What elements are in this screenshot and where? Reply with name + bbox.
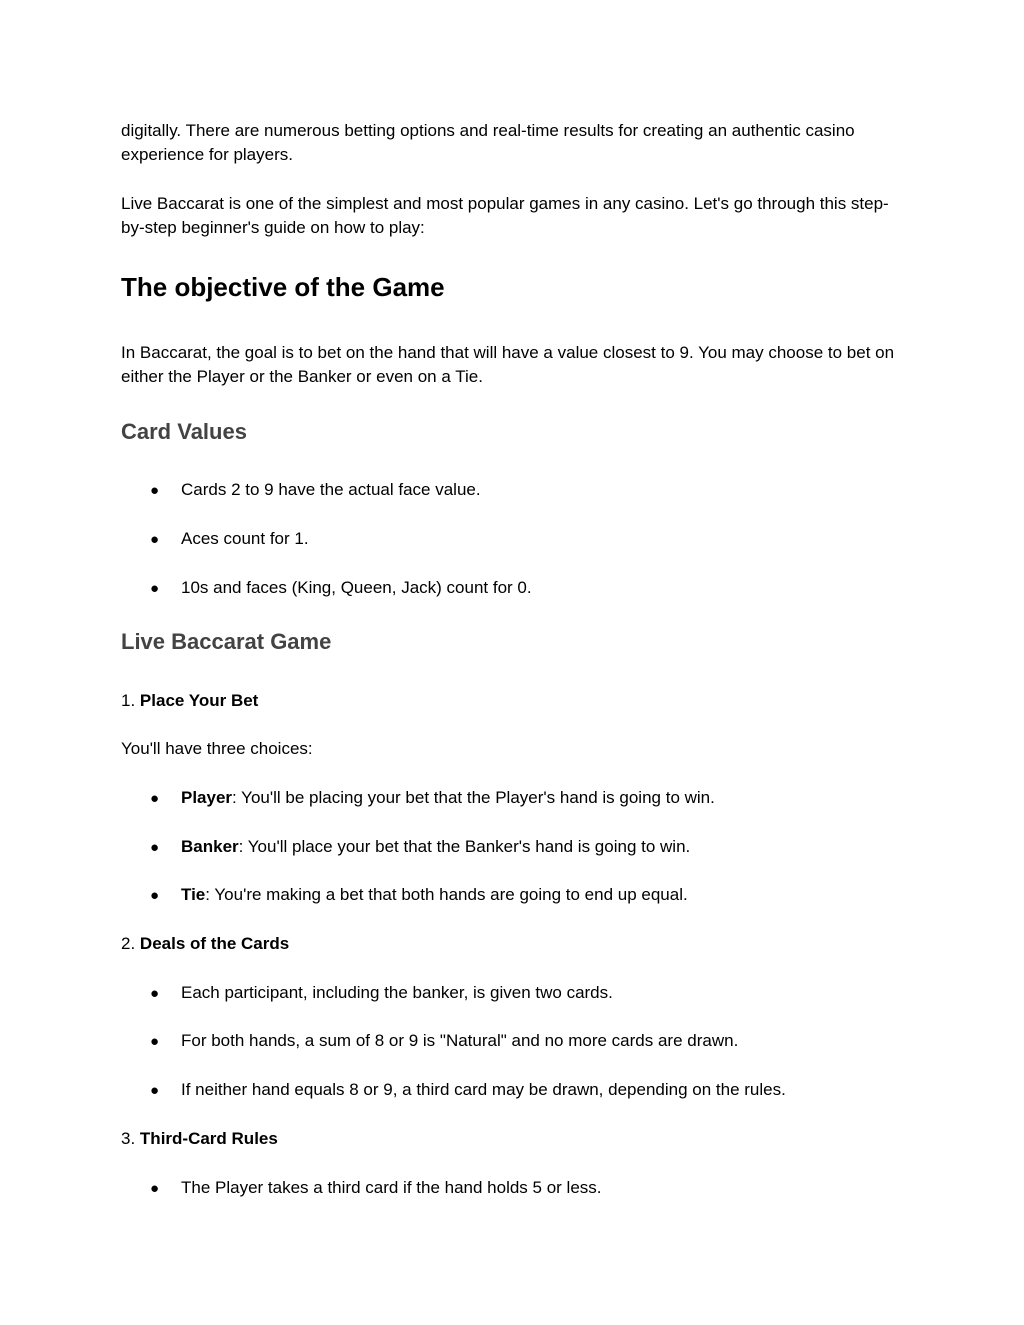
- bullet-icon: ●: [150, 1033, 160, 1050]
- live-game-heading: Live Baccarat Game: [121, 629, 332, 654]
- step-number: 1.: [121, 691, 136, 710]
- bullet-icon: ●: [150, 985, 160, 1002]
- list-item-text: The Player takes a third card if the hand holds 5 or less.: [181, 1178, 602, 1197]
- list-item: [150, 883, 910, 908]
- step-3-heading: [121, 1127, 278, 1151]
- list-item-text: Each participant, including the banker, is given two cards.: [181, 983, 613, 1002]
- list-item: [150, 786, 910, 811]
- term-label: Banker: [181, 837, 239, 856]
- list-item-text: Cards 2 to 9 have the actual face value.: [181, 480, 481, 499]
- intro-paragraph-1: digitally. There are numerous betting options and real-time results for creating an authentic casino experience for players.: [121, 121, 855, 164]
- card-values-heading: Card Values: [121, 419, 247, 444]
- bullet-icon: ●: [150, 887, 160, 904]
- term-label: Tie: [181, 885, 206, 904]
- objective-heading: The objective of the Game: [121, 272, 445, 302]
- list-item-text: If neither hand equals 8 or 9, a third card may be drawn, depending on the rules.: [181, 1080, 786, 1099]
- intro-paragraph-2: Live Baccarat is one of the simplest and most popular games in any casino. Let's go through this step-by-step beginner's guide on how to play:: [121, 194, 889, 237]
- list-item-text: Aces count for 1.: [181, 529, 309, 548]
- term-description: : You'll place your bet that the Banker's hand is going to win.: [238, 837, 691, 856]
- objective-paragraph: In Baccarat, the goal is to bet on the hand that will have a value closest to 9. You may choose to bet on either the Player or the Banker or even on a Tie.: [121, 343, 895, 386]
- step-1-heading: [121, 689, 258, 713]
- list-item-text: 10s and faces (King, Queen, Jack) count for 0.: [181, 578, 532, 597]
- step-number: 3.: [121, 1129, 136, 1148]
- bullet-icon: ●: [150, 1180, 160, 1197]
- step-title: Place Your Bet: [139, 691, 259, 710]
- step-1-intro: You'll have three choices:: [121, 739, 313, 758]
- term-label: Player: [181, 788, 233, 807]
- list-item: [150, 576, 910, 601]
- list-item: [150, 1029, 910, 1054]
- list-item: [150, 478, 910, 503]
- bullet-icon: ●: [150, 580, 160, 597]
- list-item: [150, 1176, 910, 1201]
- list-item: [150, 835, 910, 860]
- bullet-icon: ●: [150, 531, 160, 548]
- list-item: [150, 1078, 910, 1103]
- list-item-text: For both hands, a sum of 8 or 9 is "Natural" and no more cards are drawn.: [181, 1031, 739, 1050]
- bullet-icon: ●: [150, 839, 160, 856]
- term-description: : You'll be placing your bet that the Player's hand is going to win.: [232, 788, 715, 807]
- step-number: 2.: [121, 934, 136, 953]
- bullet-icon: ●: [150, 1082, 160, 1099]
- bullet-icon: ●: [150, 482, 160, 499]
- bullet-icon: ●: [150, 790, 160, 807]
- step-title: Deals of the Cards: [139, 934, 290, 953]
- step-title: Third-Card Rules: [139, 1129, 278, 1148]
- list-item: [150, 527, 910, 552]
- step-2-heading: [121, 932, 289, 956]
- list-item: [150, 981, 910, 1006]
- term-description: : You're making a bet that both hands are going to end up equal.: [205, 885, 688, 904]
